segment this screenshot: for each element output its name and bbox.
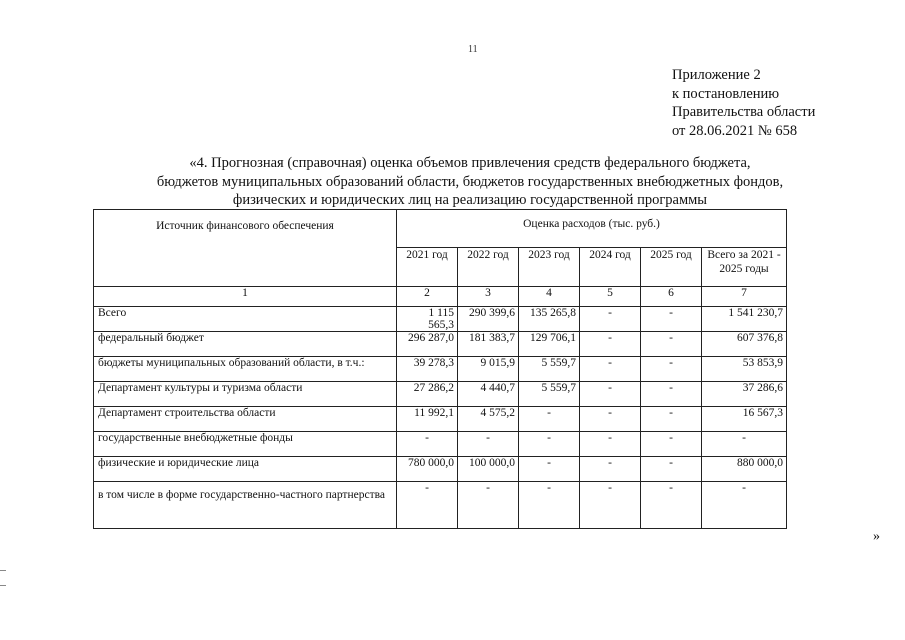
cell-value: -: [580, 382, 641, 407]
cell-value: -: [641, 482, 702, 529]
column-number: 4: [519, 287, 580, 307]
cell-value: -: [702, 432, 787, 457]
year-header: 2022 год: [458, 248, 519, 287]
cell-value: 5 559,7: [519, 357, 580, 382]
table-row: [94, 332, 787, 357]
cell-value: 4 575,2: [458, 407, 519, 432]
estimate-column-header: Оценка расходов (тыс. руб.): [397, 210, 787, 248]
table-row: [94, 382, 787, 407]
cell-value: -: [580, 357, 641, 382]
column-number: 7: [702, 287, 787, 307]
row-label: бюджеты муниципальных образований области, в т.ч.:: [94, 357, 397, 382]
cell-value: -: [458, 432, 519, 457]
cell-value: 296 287,0: [397, 332, 458, 357]
cell-value: -: [519, 432, 580, 457]
cell-value: 290 399,6: [458, 307, 519, 332]
page-number: 11: [468, 44, 478, 55]
cell-value: -: [641, 407, 702, 432]
cell-value: -: [580, 432, 641, 457]
cell-value: 53 853,9: [702, 357, 787, 382]
cell-value: -: [519, 457, 580, 482]
cell-value: -: [702, 482, 787, 529]
cell-value: -: [641, 307, 702, 332]
financing-table: [93, 209, 787, 529]
column-number: 1: [94, 287, 397, 307]
section-heading: [120, 154, 820, 210]
table-row: [94, 307, 787, 332]
heading-line: «4. Прогнозная (справочная) оценка объемов привлечения средств федерального бюджета,: [189, 155, 751, 171]
column-number: 2: [397, 287, 458, 307]
appendix-line: Приложение 2: [672, 67, 761, 83]
column-number: 6: [641, 287, 702, 307]
cell-value: -: [397, 482, 458, 529]
cell-value: 4 440,7: [458, 382, 519, 407]
year-header: 2021 год: [397, 248, 458, 287]
appendix-line: к постановлению: [672, 85, 780, 102]
cell-value: 9 015,9: [458, 357, 519, 382]
year-header: 2023 год: [519, 248, 580, 287]
closing-quote: »: [873, 529, 880, 544]
cell-value: 16 567,3: [702, 407, 787, 432]
row-label: государственные внебюджетные фонды: [94, 432, 397, 457]
cell-value: 5 559,7: [519, 382, 580, 407]
cell-value: -: [641, 332, 702, 357]
row-label: в том числе в форме государственно-частного партнерства: [94, 482, 397, 529]
cell-value: -: [641, 457, 702, 482]
table-row: [94, 432, 787, 457]
row-label: Департамент культуры и туризма области: [94, 382, 397, 407]
table-row: [94, 482, 787, 529]
cell-value: -: [641, 432, 702, 457]
cell-value: -: [580, 307, 641, 332]
cell-value: 129 706,1: [519, 332, 580, 357]
cell-value: -: [580, 407, 641, 432]
cell-value: 1 115 565,3: [397, 307, 458, 332]
cell-value: -: [641, 382, 702, 407]
table-row: [94, 457, 787, 482]
table-row: [94, 407, 787, 432]
row-label: федеральный бюджет: [94, 332, 397, 357]
cell-value: 11 992,1: [397, 407, 458, 432]
row-label: физические и юридические лица: [94, 457, 397, 482]
appendix-block: [672, 66, 815, 140]
column-number: 5: [580, 287, 641, 307]
cell-value: 181 383,7: [458, 332, 519, 357]
cell-value: 37 286,6: [702, 382, 787, 407]
cell-value: -: [580, 457, 641, 482]
cell-value: -: [397, 432, 458, 457]
cell-value: -: [458, 482, 519, 529]
row-label: Департамент строительства области: [94, 407, 397, 432]
source-column-header: Источник финансового обеспечения: [94, 210, 397, 287]
cell-value: 607 376,8: [702, 332, 787, 357]
margin-mark: [0, 570, 6, 586]
appendix-line: Правительства области: [672, 104, 816, 120]
year-header: 2024 год: [580, 248, 641, 287]
heading-line: бюджетов муниципальных образований области, бюджетов государственных внебюджетных фондов,: [156, 173, 784, 190]
heading-line: физических и юридических лиц на реализацию государственной программы: [232, 192, 708, 208]
cell-value: 100 000,0: [458, 457, 519, 482]
cell-value: -: [519, 407, 580, 432]
cell-value: 39 278,3: [397, 357, 458, 382]
row-label: Всего: [94, 307, 397, 332]
cell-value: -: [580, 332, 641, 357]
cell-value: -: [519, 482, 580, 529]
cell-value: 135 265,8: [519, 307, 580, 332]
appendix-line: от 28.06.2021 № 658: [672, 122, 798, 139]
cell-value: 780 000,0: [397, 457, 458, 482]
column-number: 3: [458, 287, 519, 307]
cell-value: 880 000,0: [702, 457, 787, 482]
cell-value: 1 541 230,7: [702, 307, 787, 332]
total-header: Всего за 2021 - 2025 годы: [702, 248, 787, 287]
table-row: [94, 357, 787, 382]
year-header: 2025 год: [641, 248, 702, 287]
cell-value: -: [641, 357, 702, 382]
cell-value: 27 286,2: [397, 382, 458, 407]
cell-value: -: [580, 482, 641, 529]
